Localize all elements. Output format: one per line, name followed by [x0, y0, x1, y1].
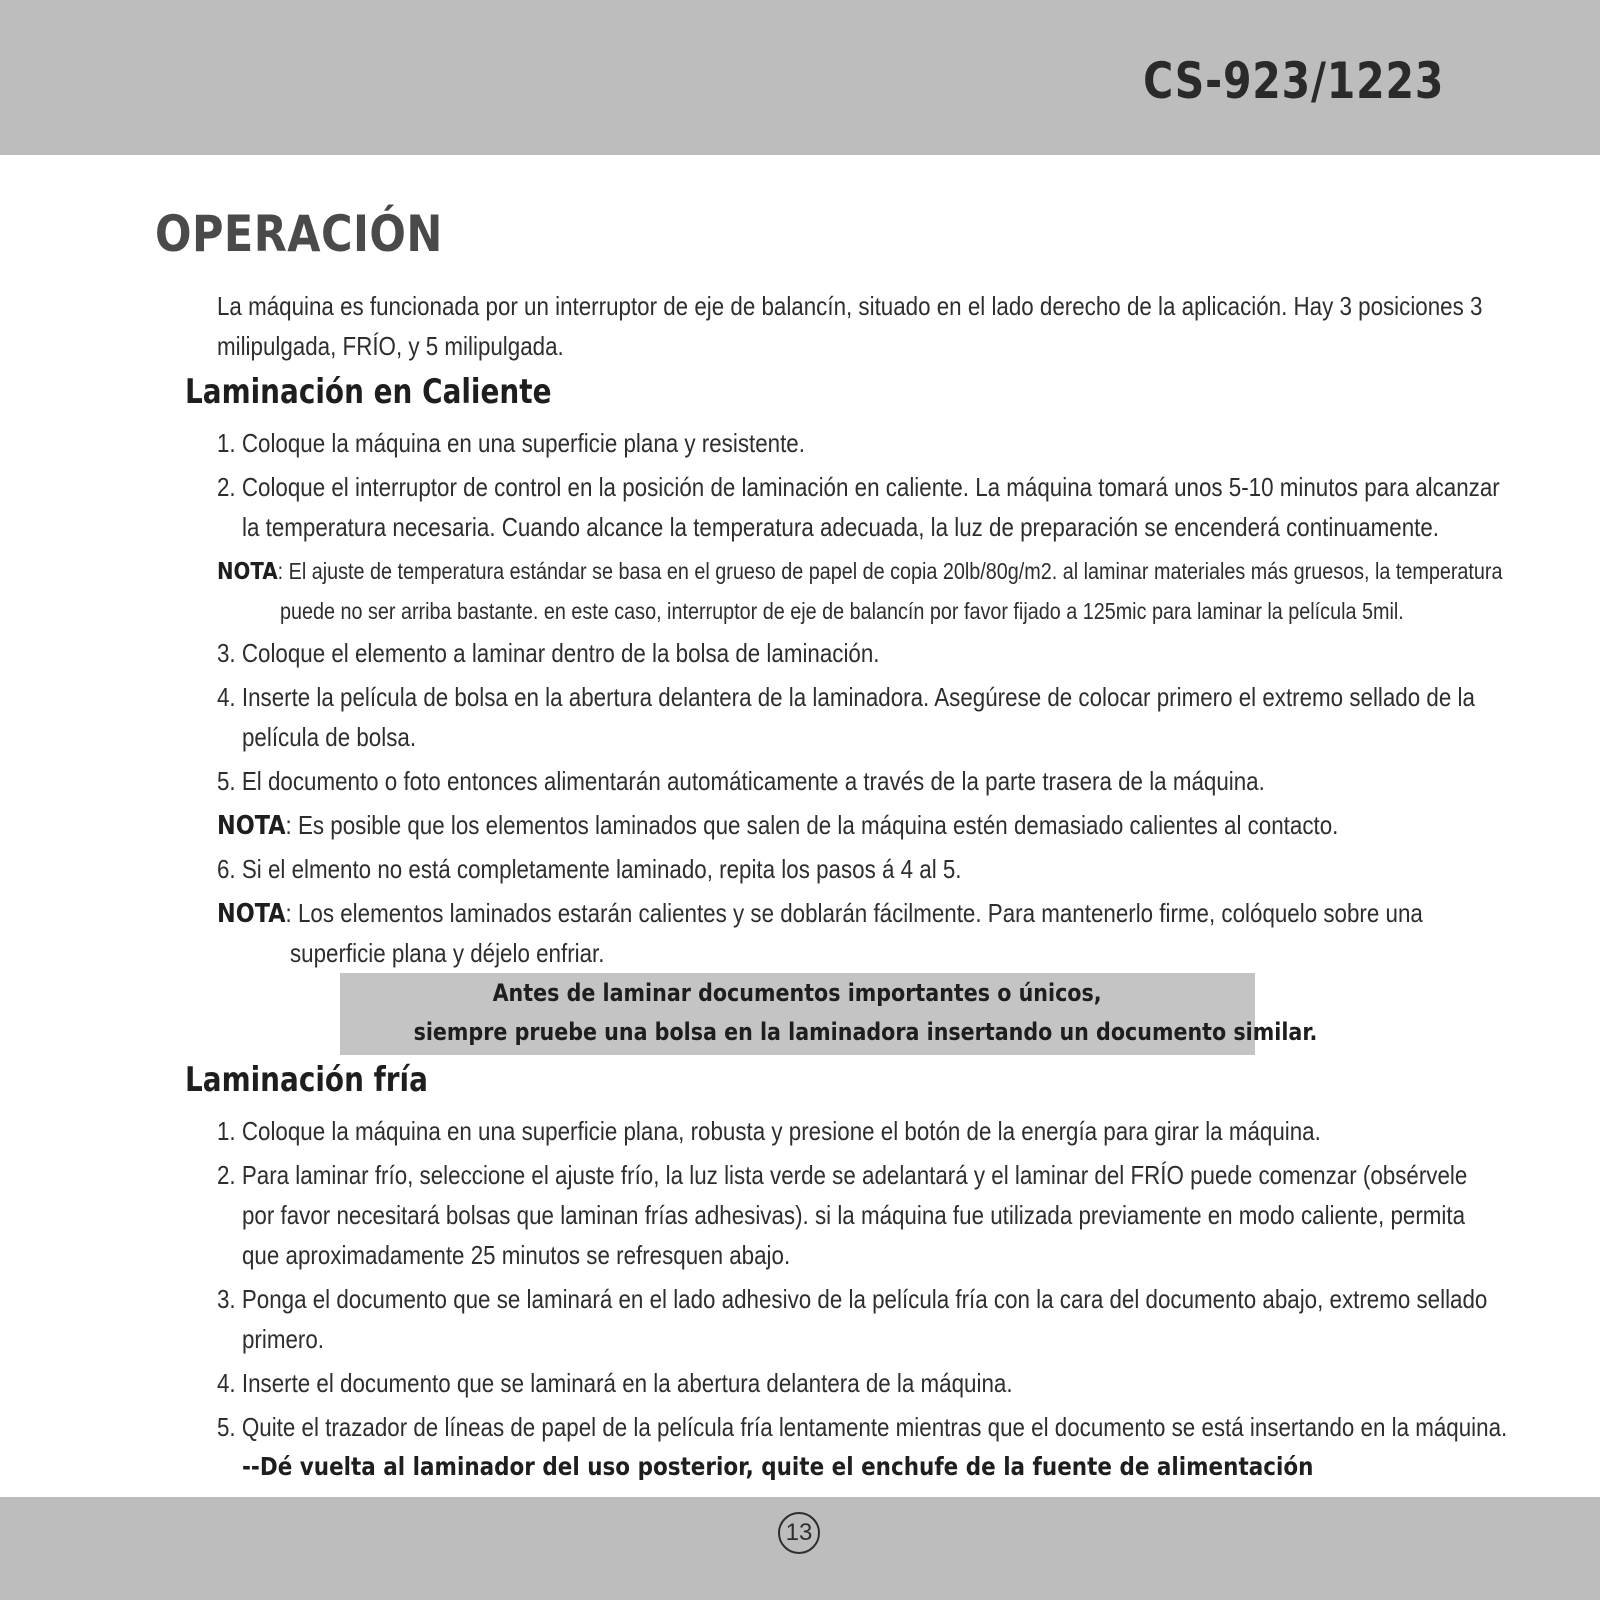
- hot-step-4-line-1: 4. Inserte la película de bolsa en la abertura delantera de la laminadora. Asegúrese de colocar primero el extremo sellado de la: [217, 682, 1475, 712]
- cold-step-3-line-1: 3. Ponga el documento que se laminará en el lado adhesivo de la película fría con la cara del documento abajo, extremo sellado: [217, 1284, 1488, 1314]
- intro-line-1: La máquina es funcionada por un interruptor de eje de balancín, situado en el lado derecho de la aplicación. Hay 3 posiciones 3: [217, 291, 1483, 321]
- cold-step-2-line-2: por favor necesitará bolsas que laminan frías adhesivas). si la máquina fue utilizada previamente en modo caliente, permita: [242, 1200, 1466, 1230]
- section-heading-cold: Laminación fría: [185, 1060, 428, 1100]
- nota-2-text: : Es posible que los elementos laminados que salen de la máquina estén demasiado calientes al contacto.: [285, 810, 1339, 840]
- cold-step-2-line-1: 2. Para laminar frío, seleccione el ajuste frío, la luz lista verde se adelantará y el laminar del FRÍO puede comenzar (obsérvele: [217, 1160, 1468, 1190]
- warning-box: [340, 973, 1318, 1055]
- intro-line-2: milipulgada, FRÍO, y 5 milipulgada.: [217, 331, 564, 361]
- hot-step-6: 6. Si el elmento no está completamente laminado, repita los pasos á 4 al 5.: [217, 854, 962, 884]
- hot-step-4-line-2: película de bolsa.: [242, 722, 417, 752]
- cold-step-3-line-2: primero.: [242, 1324, 325, 1354]
- warning-line-1: Antes de laminar documentos importantes o únicos,: [492, 979, 1103, 1007]
- hot-step-3: 3. Coloque el elemento a laminar dentro de la bolsa de laminación.: [217, 638, 880, 668]
- nota-1-line-1: [217, 551, 1503, 592]
- hot-step-2-line-2: la temperatura necesaria. Cuando alcance la temperatura adecuada, la luz de preparación se encenderá continuamente.: [242, 512, 1440, 542]
- header-band: [0, 0, 1600, 155]
- cold-step-1: 1. Coloque la máquina en una superficie plana, robusta y presione el botón de la energía para girar la máquina.: [217, 1116, 1321, 1146]
- cold-step-5: 5. Quite el trazador de líneas de papel de la película fría lentamente mientras que el documento se está insertando en la máquina.: [217, 1412, 1508, 1442]
- final-instruction: --Dé vuelta al laminador del uso posterior, quite el enchufe de la fuente de alimentación: [242, 1452, 1314, 1481]
- nota-1-text: : El ajuste de temperatura estándar se basa en el grueso de papel de copia 20lb/80g/m2. al laminar materiales más gruesos, la temperatura: [277, 558, 1503, 584]
- hot-step-5: 5. El documento o foto entonces alimentarán automáticamente a través de la parte trasera de la máquina.: [217, 766, 1265, 796]
- nota-label: NOTA: [217, 899, 286, 929]
- nota-2: [217, 805, 1338, 846]
- nota-1-line-2: puede no ser arriba bastante. en este caso, interruptor de eje de balancín por favor fijado a 125mic para laminar la película 5mil.: [280, 598, 1404, 624]
- nota-label: NOTA: [217, 559, 278, 585]
- nota-3-text: : Los elementos laminados estarán calientes y se doblarán fácilmente. Para mantenerlo firme, colóquelo sobre una: [285, 898, 1423, 928]
- warning-line-2: siempre pruebe una bolsa en la laminadora insertando un documento similar.: [413, 1018, 1318, 1046]
- nota-3-line-1: [217, 893, 1423, 934]
- hot-step-1: 1. Coloque la máquina en una superficie plana y resistente.: [217, 428, 805, 458]
- section-heading-hot: Laminación en Caliente: [185, 372, 552, 412]
- model-number: CS-923/1223: [1142, 52, 1444, 110]
- page-title: OPERACIÓN: [155, 205, 443, 263]
- hot-step-2-line-1: 2. Coloque el interruptor de control en la posición de laminación en caliente. La máquina tomará unos 5-10 minutos para alcanzar: [217, 472, 1500, 502]
- nota-label: NOTA: [217, 811, 286, 841]
- cold-step-4: 4. Inserte el documento que se laminará en la abertura delantera de la máquina.: [217, 1368, 1013, 1398]
- cold-step-2-line-3: que aproximadamente 25 minutos se refresquen abajo.: [242, 1240, 791, 1270]
- nota-3-line-2: superficie plana y déjelo enfriar.: [290, 938, 605, 968]
- page-number: 13: [778, 1512, 820, 1554]
